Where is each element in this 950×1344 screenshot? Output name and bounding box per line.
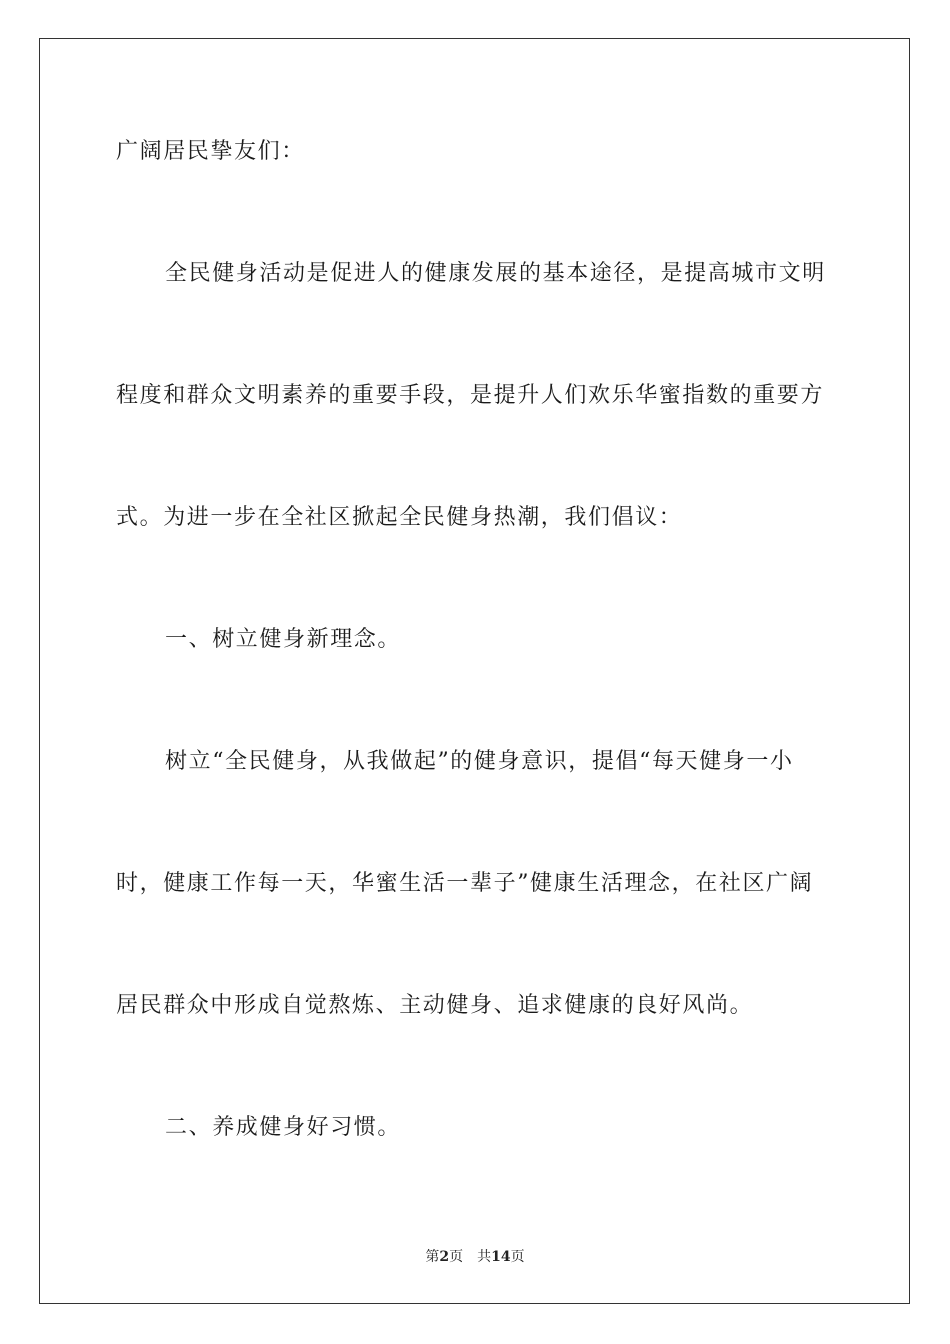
page-suffix: 页 [449, 1249, 464, 1265]
section-heading: 一、树立健身新理念。 [165, 627, 402, 652]
section-heading: 二、养成健身好习惯。 [165, 1115, 402, 1140]
page-footer [0, 1248, 950, 1266]
paragraph-line: 居民群众中形成自觉熬炼、主动健身、追求健康的良好风尚。 [116, 993, 754, 1018]
total-prefix: 共 [477, 1249, 492, 1265]
salutation: 广阔居民挚友们： [116, 139, 305, 164]
page-current: 2 [439, 1249, 450, 1265]
paragraph-line: 程度和群众文明素养的重要手段，是提升人们欢乐华蜜指数的重要方 [116, 383, 825, 408]
paragraph-line: 式。为进一步在全社区掀起全民健身热潮，我们倡议： [116, 505, 683, 530]
paragraph-line: 时，健康工作每一天，华蜜生活一辈子”健康生活理念，在社区广阔 [116, 871, 814, 896]
page-total: 14 [491, 1249, 511, 1265]
page-prefix: 第 [425, 1249, 440, 1265]
paragraph-line: 全民健身活动是促进人的健康发展的基本途径，是提高城市文明 [165, 261, 826, 286]
total-suffix: 页 [510, 1249, 525, 1265]
paragraph-line: 树立“全民健身，从我做起”的健身意识，提倡“每天健身一小 [165, 749, 794, 774]
